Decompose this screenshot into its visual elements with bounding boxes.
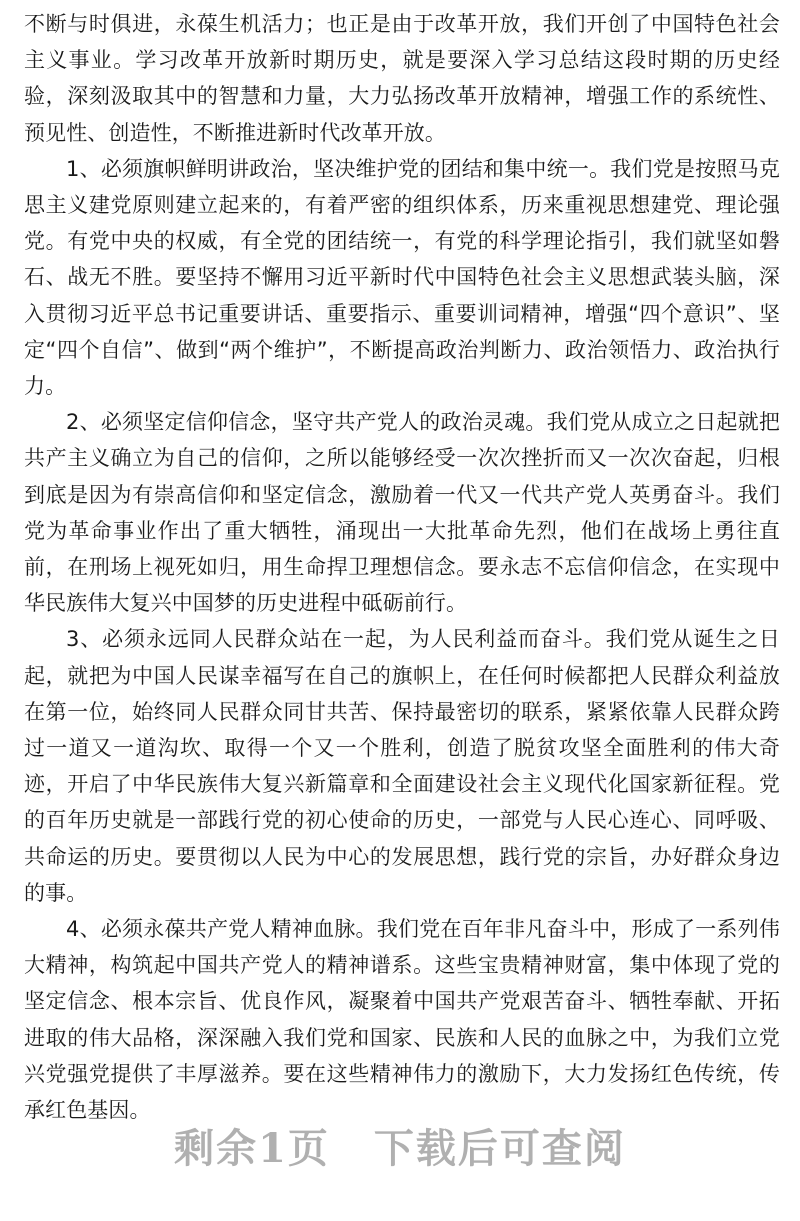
- paragraph-intro: 不断与时俱进，永葆生机活力；也正是由于改革开放，我们开创了中国特色社会主义事业。学习改革开放新时期历史，就是要深入学习总结这段时期的历史经验，深刻汲取其中的智慧和力量，大力弘扬改革开放精神，增强工作的系统性、预见性、创造性，不断推进新时代改革开放。: [24, 12, 780, 145]
- download-to-view-label: 下载后可查阅: [373, 1125, 626, 1172]
- paragraph-point-2: 2、必须坚定信仰信念，坚守共产党人的政治灵魂。我们党从成立之日起就把共产主义确立为自己的信仰，之所以能够经受一次次挫折而又一次次奋起，归根到底是因为有崇高信仰和坚定信念，激励着一代又一代共产党人英勇奋斗。我们党为革命事业作出了重大牺牲，涌现出一大批革命先烈，他们在战场上勇往直前，在刑场上视死如归，用生命捍卫理想信念。要永志不忘信仰信念，在实现中华民族伟大复兴中国梦的历史进程中砥砺前行。: [24, 410, 780, 616]
- paragraph-point-3: 3、必须永远同人民群众站在一起，为人民利益而奋斗。我们党从诞生之日起，就把为中国人民谋幸福写在自己的旗帜上，在任何时候都把人民群众利益放在第一位，始终同人民群众同甘共苦、保持最密切的联系，紧紧依靠人民群众跨过一道又一道沟坎、取得一个又一个胜利，创造了脱贫攻坚全面胜利的伟大奇迹，开启了中华民族伟大复兴新篇章和全面建设社会主义现代化国家新征程。党的百年历史就是一部践行党的初心使命的历史，一部党与人民心连心、同呼吸、共命运的历史。要贯彻以人民为中心的发展思想，践行党的宗旨，办好群众身边的事。: [24, 627, 780, 905]
- remaining-pages-label: 剩余1页: [174, 1125, 330, 1172]
- paragraph-point-1: 1、必须旗帜鲜明讲政治，坚决维护党的团结和集中统一。我们党是按照马克思主义建党原则建立起来的，有着严密的组织体系，历来重视思想建党、理论强党。有党中央的权威，有全党的团结统一，有党的科学理论指引，我们就坚如磐石、战无不胜。要坚持不懈用习近平新时代中国特色社会主义思想武装头脑，深入贯彻习近平总书记重要讲话、重要指示、重要训词精神，增强“四个意识”、坚定“四个自信”、做到“两个维护”，不断提高政治判断力、政治领悟力、政治执行力。: [24, 156, 780, 399]
- download-prompt-banner[interactable]: [0, 1117, 800, 1174]
- paragraph-point-4: 4、必须永葆共产党人精神血脉。我们党在百年非凡奋斗中，形成了一系列伟大精神，构筑起中国共产党人的精神谱系。这些宝贵精神财富，集中体现了党的坚定信念、根本宗旨、优良作风，凝聚着中国共产党艰苦奋斗、牺牲奉献、开拓进取的伟大品格，深深融入我们党和国家、民族和人民的血脉之中，为我们立党兴党强党提供了丰厚滋养。要在这些精神伟力的激励下，大力发扬红色传统，传承红色基因。: [24, 917, 780, 1123]
- document-body: [24, 6, 780, 1128]
